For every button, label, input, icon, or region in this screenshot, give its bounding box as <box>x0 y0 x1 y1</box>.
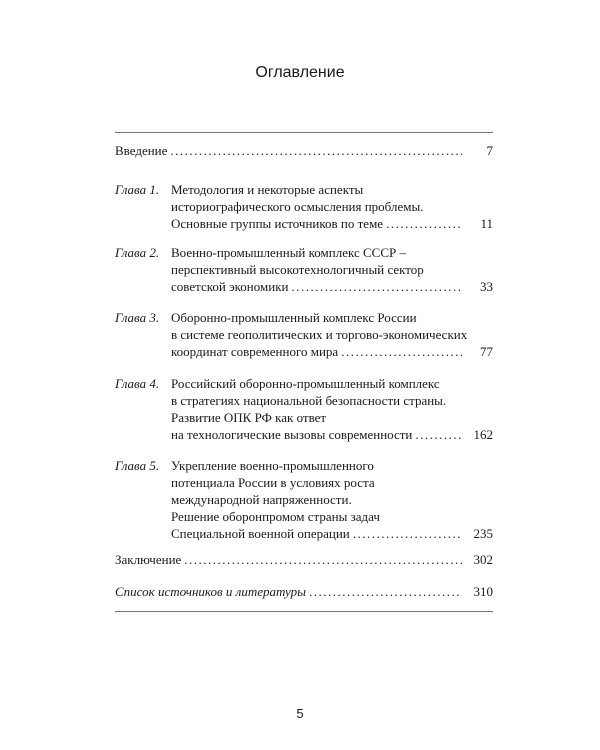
leader-dots <box>386 216 462 232</box>
toc-page-number: 235 <box>473 526 493 541</box>
toc-entry-line: международной напряженности. <box>171 492 352 507</box>
toc-entry-line: Военно-промышленный комплекс СССР – <box>171 245 406 260</box>
leader-dots <box>309 584 462 600</box>
leader-dots <box>415 427 462 443</box>
toc-entry-last-line <box>171 427 493 443</box>
toc-entry-line: Методология и некоторые аспекты <box>171 182 364 197</box>
toc-page-number: 77 <box>480 344 493 359</box>
toc-entry-line: координат современного мира <box>171 344 339 359</box>
divider-top <box>115 132 493 133</box>
toc-entry-last-line <box>171 526 493 542</box>
toc-entry-title: Заключение <box>115 552 182 567</box>
toc-entry-line: советской экономики <box>171 279 289 294</box>
toc-entry-line: в стратегиях национальной безопасности страны. <box>171 393 447 408</box>
toc-page-number: 162 <box>473 427 493 442</box>
toc-entry-chapter-1[interactable] <box>115 182 493 234</box>
toc-page-number: 11 <box>480 216 493 231</box>
toc-entry-chapter-2[interactable] <box>115 245 493 297</box>
chapter-label: Глава 1. <box>115 182 160 197</box>
toc-entry-line: Укрепление военно-промышленного <box>171 458 374 473</box>
toc-entry-title: Введение <box>115 143 168 158</box>
toc-entry-line: Развитие ОПК РФ как ответ <box>171 410 327 425</box>
chapter-label: Глава 4. <box>115 376 160 391</box>
toc-entry-chapter-4[interactable] <box>115 376 493 446</box>
toc-entry-line: Специальной военной операции <box>171 526 350 541</box>
toc-page-number: 33 <box>480 279 493 294</box>
chapter-label: Глава 2. <box>115 245 160 260</box>
leader-dots <box>291 279 462 295</box>
chapter-label: Глава 3. <box>115 310 160 325</box>
toc-entry-last-line <box>171 216 493 232</box>
toc-entry-line: на технологические вызовы современности <box>171 427 413 442</box>
toc-page-number: 7 <box>486 143 493 158</box>
divider-bottom <box>115 611 493 612</box>
toc-entry-chapter-5[interactable] <box>115 458 493 544</box>
leader-dots <box>184 552 462 568</box>
toc-entry-line: Решение оборонпромом страны задач <box>171 509 380 524</box>
toc-page-number: 302 <box>473 552 493 567</box>
toc-entry-last-line <box>171 279 493 295</box>
toc-entry-line: потенциала России в условиях роста <box>171 475 375 490</box>
chapter-label: Глава 5. <box>115 458 160 473</box>
leader-dots <box>341 344 462 360</box>
toc-entry-line: перспективный высокотехнологичный сектор <box>171 262 424 277</box>
page-number: 5 <box>296 706 304 721</box>
toc-entry-line: Оборонно-промышленный комплекс России <box>171 310 417 325</box>
toc-entry-line: Основные группы источников по теме <box>171 216 384 231</box>
toc-entry-last-line <box>171 344 493 360</box>
toc-entry-title: Список источников и литературы <box>115 584 306 599</box>
toc-entry-line: историографического осмысления проблемы. <box>171 199 424 214</box>
toc-entry-intro[interactable] <box>115 143 493 159</box>
toc-entry-line: в системе геополитических и торгово-экономических <box>171 327 468 342</box>
toc-entry-conclusion[interactable] <box>115 552 493 568</box>
toc-entry-sources[interactable] <box>115 584 493 600</box>
leader-dots <box>353 526 462 542</box>
toc-entry-chapter-3[interactable] <box>115 310 493 362</box>
toc-entry-line: Российский оборонно-промышленный комплекс <box>171 376 440 391</box>
page-title: Оглавление <box>255 64 345 81</box>
leader-dots <box>170 143 462 159</box>
toc-page-number: 310 <box>473 584 493 599</box>
